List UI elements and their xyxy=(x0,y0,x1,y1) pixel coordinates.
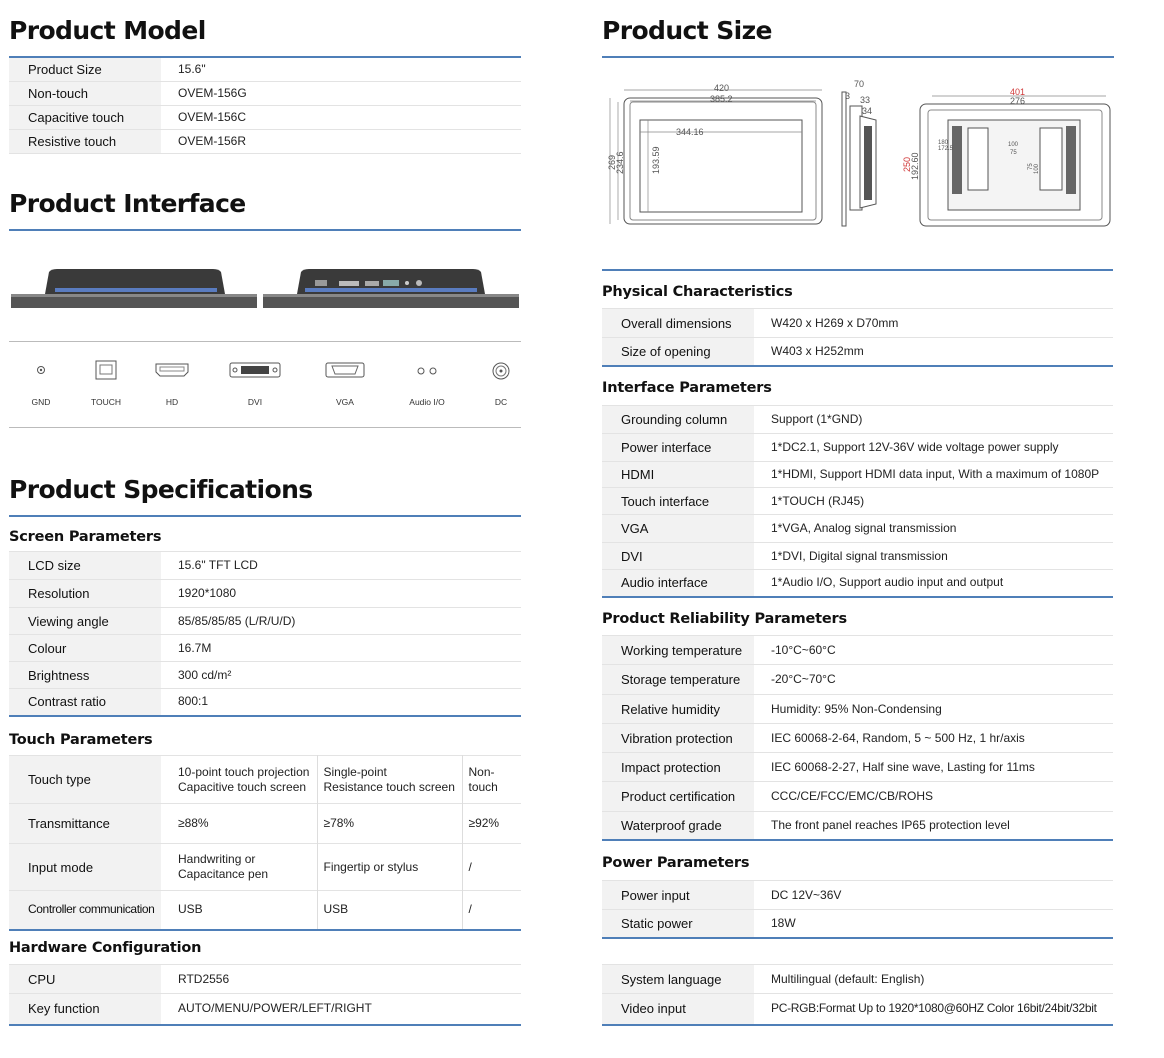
dim-back-height-overall: 250 xyxy=(902,156,912,172)
table-row xyxy=(9,608,521,635)
power-parameters-table xyxy=(602,880,1113,939)
table-row xyxy=(9,965,521,994)
port-label: VGA xyxy=(336,397,354,407)
hardware-configuration-table xyxy=(9,964,521,1026)
dim-width-overall: 420 xyxy=(714,83,730,93)
row-value: 1*DVI, Digital signal transmission xyxy=(771,548,948,563)
row-label: Viewing angle xyxy=(9,608,161,635)
table-row xyxy=(9,662,521,689)
dim-back-width-inner: 276 xyxy=(1010,96,1026,106)
physical-characteristics-table xyxy=(602,308,1113,367)
table-row xyxy=(602,488,1113,515)
port-label: DC xyxy=(494,397,508,407)
cell-capacitive: USB xyxy=(161,891,317,930)
port-label: TOUCH xyxy=(90,397,122,407)
table-row xyxy=(9,756,521,804)
hardware-configuration-title: Hardware Configuration xyxy=(9,940,202,956)
row-label: DVI xyxy=(602,543,754,570)
row-label: Overall dimensions xyxy=(602,309,754,338)
row-label: VGA xyxy=(602,515,754,543)
table-row xyxy=(602,665,1113,695)
dc-port xyxy=(481,355,521,415)
row-value: IEC 60068-2-27, Half sine wave, Lasting for 11ms xyxy=(771,759,1035,774)
dim-width-screen: 344.16 xyxy=(676,127,704,137)
dim-vesa-f: 100 xyxy=(1034,163,1040,174)
table-row xyxy=(602,782,1113,812)
reliability-parameters-table xyxy=(602,635,1113,841)
table-row xyxy=(9,580,521,608)
row-label: Input mode xyxy=(9,844,161,891)
row-label: Waterproof grade xyxy=(602,812,754,840)
row-label: Colour xyxy=(9,635,161,662)
table-row xyxy=(602,994,1113,1025)
row-value: DC 12V~36V xyxy=(771,887,842,902)
cell-resistive: ≥78% xyxy=(317,804,462,844)
row-label: Video input xyxy=(602,994,754,1025)
hardware-configuration-table-right xyxy=(602,964,1113,1026)
row-label: Working temperature xyxy=(602,636,754,665)
dvi-port xyxy=(225,355,285,415)
table-row xyxy=(9,552,521,580)
row-value: 15.6" xyxy=(178,61,206,76)
row-value: 1*DC2.1, Support 12V-36V wide voltage power supply xyxy=(771,440,1059,454)
product-size-title: Product Size xyxy=(602,16,772,45)
dim-vesa-b: 172.5 xyxy=(938,146,954,152)
product-specifications-title: Product Specifications xyxy=(9,475,313,504)
cell-resistive: USB xyxy=(317,891,462,930)
dim-depth: 70 xyxy=(854,79,865,89)
table-row xyxy=(9,105,521,129)
dim-back-width-overall: 401 xyxy=(1010,87,1026,97)
touch-parameters-table xyxy=(9,755,521,931)
table-row xyxy=(9,891,521,930)
table-row xyxy=(9,689,521,716)
table-row xyxy=(602,724,1113,753)
row-label: Power interface xyxy=(602,434,754,462)
row-label: Vibration protection xyxy=(602,724,754,753)
row-label: LCD size xyxy=(9,552,161,580)
table-row xyxy=(9,635,521,662)
row-label: Power input xyxy=(602,881,754,910)
row-value: IEC 60068-2-64, Random, 5 ~ 500 Hz, 1 hr/axis xyxy=(771,730,1025,745)
row-value: 1*Audio I/O, Support audio input and output xyxy=(771,575,1004,590)
physical-characteristics-title: Physical Characteristics xyxy=(602,284,793,300)
row-value: -20°C~70°C xyxy=(771,672,836,686)
hdmi-icon xyxy=(142,355,202,385)
interface-parameters-table xyxy=(602,405,1113,598)
product-model-title: Product Model xyxy=(9,16,206,45)
gnd-icon xyxy=(21,355,61,385)
row-value: AUTO/MENU/POWER/LEFT/RIGHT xyxy=(178,1001,372,1016)
row-label: Brightness xyxy=(9,662,161,689)
row-label: Resolution xyxy=(9,580,161,608)
row-value: Support (1*GND) xyxy=(771,412,863,426)
row-value: OVEM-156C xyxy=(178,109,247,124)
table-row xyxy=(602,753,1113,782)
table-row xyxy=(602,462,1113,488)
table-row xyxy=(602,543,1113,570)
power-parameters-title: Power Parameters xyxy=(602,855,750,871)
dim-back-height-inner: 192.60 xyxy=(910,152,920,180)
row-value: 18W xyxy=(771,915,796,930)
vga-icon xyxy=(315,355,375,385)
row-value: OVEM-156G xyxy=(178,85,247,100)
row-label: Static power xyxy=(602,910,754,938)
rj45-icon xyxy=(76,355,136,385)
row-label: Storage temperature xyxy=(602,665,754,695)
screen-parameters-table xyxy=(9,551,521,717)
table-row xyxy=(602,881,1113,910)
touch-port xyxy=(76,355,136,415)
product-interface-title: Product Interface xyxy=(9,189,246,218)
row-value: RTD2556 xyxy=(178,971,230,986)
row-label: Controller communication xyxy=(9,891,161,930)
row-label: System language xyxy=(602,965,754,994)
row-label: Resistive touch xyxy=(9,129,161,153)
dim-depth-c: 3 xyxy=(845,91,851,101)
table-row xyxy=(602,570,1113,597)
cell-non-touch: ≥92% xyxy=(468,816,500,830)
cell-non-touch: Non-touch xyxy=(468,764,498,794)
row-value: -10°C~60°C xyxy=(771,642,836,657)
row-value: The front panel reaches IP65 protection level xyxy=(771,817,1010,832)
audio-port xyxy=(397,355,457,415)
gnd-port xyxy=(21,355,61,415)
row-label: Audio interface xyxy=(602,570,754,597)
reliability-parameters-title: Product Reliability Parameters xyxy=(602,611,847,627)
row-label: Non-touch xyxy=(9,81,161,105)
hd-port xyxy=(142,355,202,415)
row-label: HDMI xyxy=(602,462,754,488)
table-row xyxy=(602,910,1113,938)
device-side-views-image xyxy=(9,266,521,312)
product-model-table xyxy=(9,58,521,154)
row-label: CPU xyxy=(9,965,161,994)
divider xyxy=(602,56,1114,58)
row-value: CCC/CE/FCC/EMC/CB/ROHS xyxy=(771,789,934,803)
screen-parameters-title: Screen Parameters xyxy=(9,529,162,545)
divider xyxy=(9,229,521,231)
row-label: Product certification xyxy=(602,782,754,812)
row-value: 1920*1080 xyxy=(178,586,237,600)
row-value: W403 x H252mm xyxy=(771,343,864,358)
row-value: 300 cd/m² xyxy=(178,667,232,682)
dim-vesa-c: 100 xyxy=(1008,142,1019,148)
row-label: Touch interface xyxy=(602,488,754,515)
dim-depth-b: 34 xyxy=(862,106,873,116)
row-label: Grounding column xyxy=(602,406,754,434)
row-value: OVEM-156R xyxy=(178,133,247,148)
vga-port xyxy=(315,355,375,415)
dim-vesa-a: 180 xyxy=(938,140,949,146)
cell-resistive: Fingertip or stylus xyxy=(317,844,462,891)
table-row xyxy=(602,406,1113,434)
interface-parameters-title: Interface Parameters xyxy=(602,380,772,396)
port-label: DVI xyxy=(247,397,263,407)
row-value: 85/85/85/85 (L/R/U/D) xyxy=(178,613,296,628)
row-label: Touch type xyxy=(9,756,161,804)
row-value: 16.7M xyxy=(178,640,212,655)
dimension-drawings xyxy=(602,76,1114,236)
table-row xyxy=(9,994,521,1025)
table-row xyxy=(602,965,1113,994)
table-row xyxy=(602,695,1113,724)
row-value: 1*VGA, Analog signal transmission xyxy=(771,521,957,535)
row-value: 800:1 xyxy=(178,694,209,709)
row-value: 15.6" TFT LCD xyxy=(178,558,258,572)
dim-width-inner: 385.2 xyxy=(710,94,733,104)
divider xyxy=(9,427,521,428)
table-row xyxy=(602,812,1113,840)
dim-vesa-e: 75 xyxy=(1028,163,1034,170)
row-label: Capacitive touch xyxy=(9,105,161,129)
cell-non-touch: / xyxy=(468,902,472,917)
cell-resistive: Single-point Resistance touch screen xyxy=(317,756,462,804)
dc-jack-icon xyxy=(481,355,521,385)
row-value: 1*TOUCH (RJ45) xyxy=(771,493,865,508)
table-row xyxy=(9,844,521,891)
row-label: Key function xyxy=(9,994,161,1025)
table-row xyxy=(9,58,521,81)
table-row xyxy=(602,515,1113,543)
table-row xyxy=(602,309,1113,338)
row-value: PC-RGB:Format Up to 1920*1080@60HZ Color 16bit/24bit/32bit xyxy=(771,1001,1097,1016)
table-row xyxy=(602,338,1113,366)
table-row xyxy=(602,636,1113,665)
touch-parameters-title: Touch Parameters xyxy=(9,732,153,748)
row-label: Contrast ratio xyxy=(9,689,161,716)
dim-depth-a: 33 xyxy=(860,95,871,105)
dim-height-screen: 193.59 xyxy=(651,146,661,174)
cell-capacitive: ≥88% xyxy=(161,804,317,844)
table-row xyxy=(9,81,521,105)
row-value: Multilingual (default: English) xyxy=(771,971,925,986)
cell-non-touch: / xyxy=(468,859,472,874)
row-label: Relative humidity xyxy=(602,695,754,724)
row-value: W420 x H269 x D70mm xyxy=(771,315,899,330)
row-label: Transmittance xyxy=(9,804,161,844)
dvi-icon xyxy=(225,355,285,385)
row-label: Impact protection xyxy=(602,753,754,782)
row-label: Size of opening xyxy=(602,338,754,366)
divider xyxy=(602,269,1113,271)
table-row xyxy=(602,434,1113,462)
divider xyxy=(9,515,521,517)
table-row xyxy=(9,804,521,844)
row-label: Product Size xyxy=(9,58,161,81)
table-row xyxy=(9,129,521,153)
row-value: Humidity: 95% Non-Condensing xyxy=(771,701,942,716)
cell-capacitive: Handwriting or Capacitance pen xyxy=(161,844,317,891)
audio-jack-icon xyxy=(397,355,457,385)
divider xyxy=(9,341,521,342)
port-label: HD xyxy=(165,397,179,407)
dim-height-inner: 234.6 xyxy=(615,151,625,174)
port-label: GND xyxy=(31,397,51,407)
cell-capacitive: 10-point touch projection Capacitive touch screen xyxy=(161,756,317,804)
dim-vesa-d: 75 xyxy=(1010,150,1017,156)
row-value: 1*HDMI, Support HDMI data input, With a maximum of 1080P xyxy=(771,467,1100,481)
dim-height-overall: 269 xyxy=(607,154,617,170)
port-label: Audio I/O xyxy=(409,397,445,407)
